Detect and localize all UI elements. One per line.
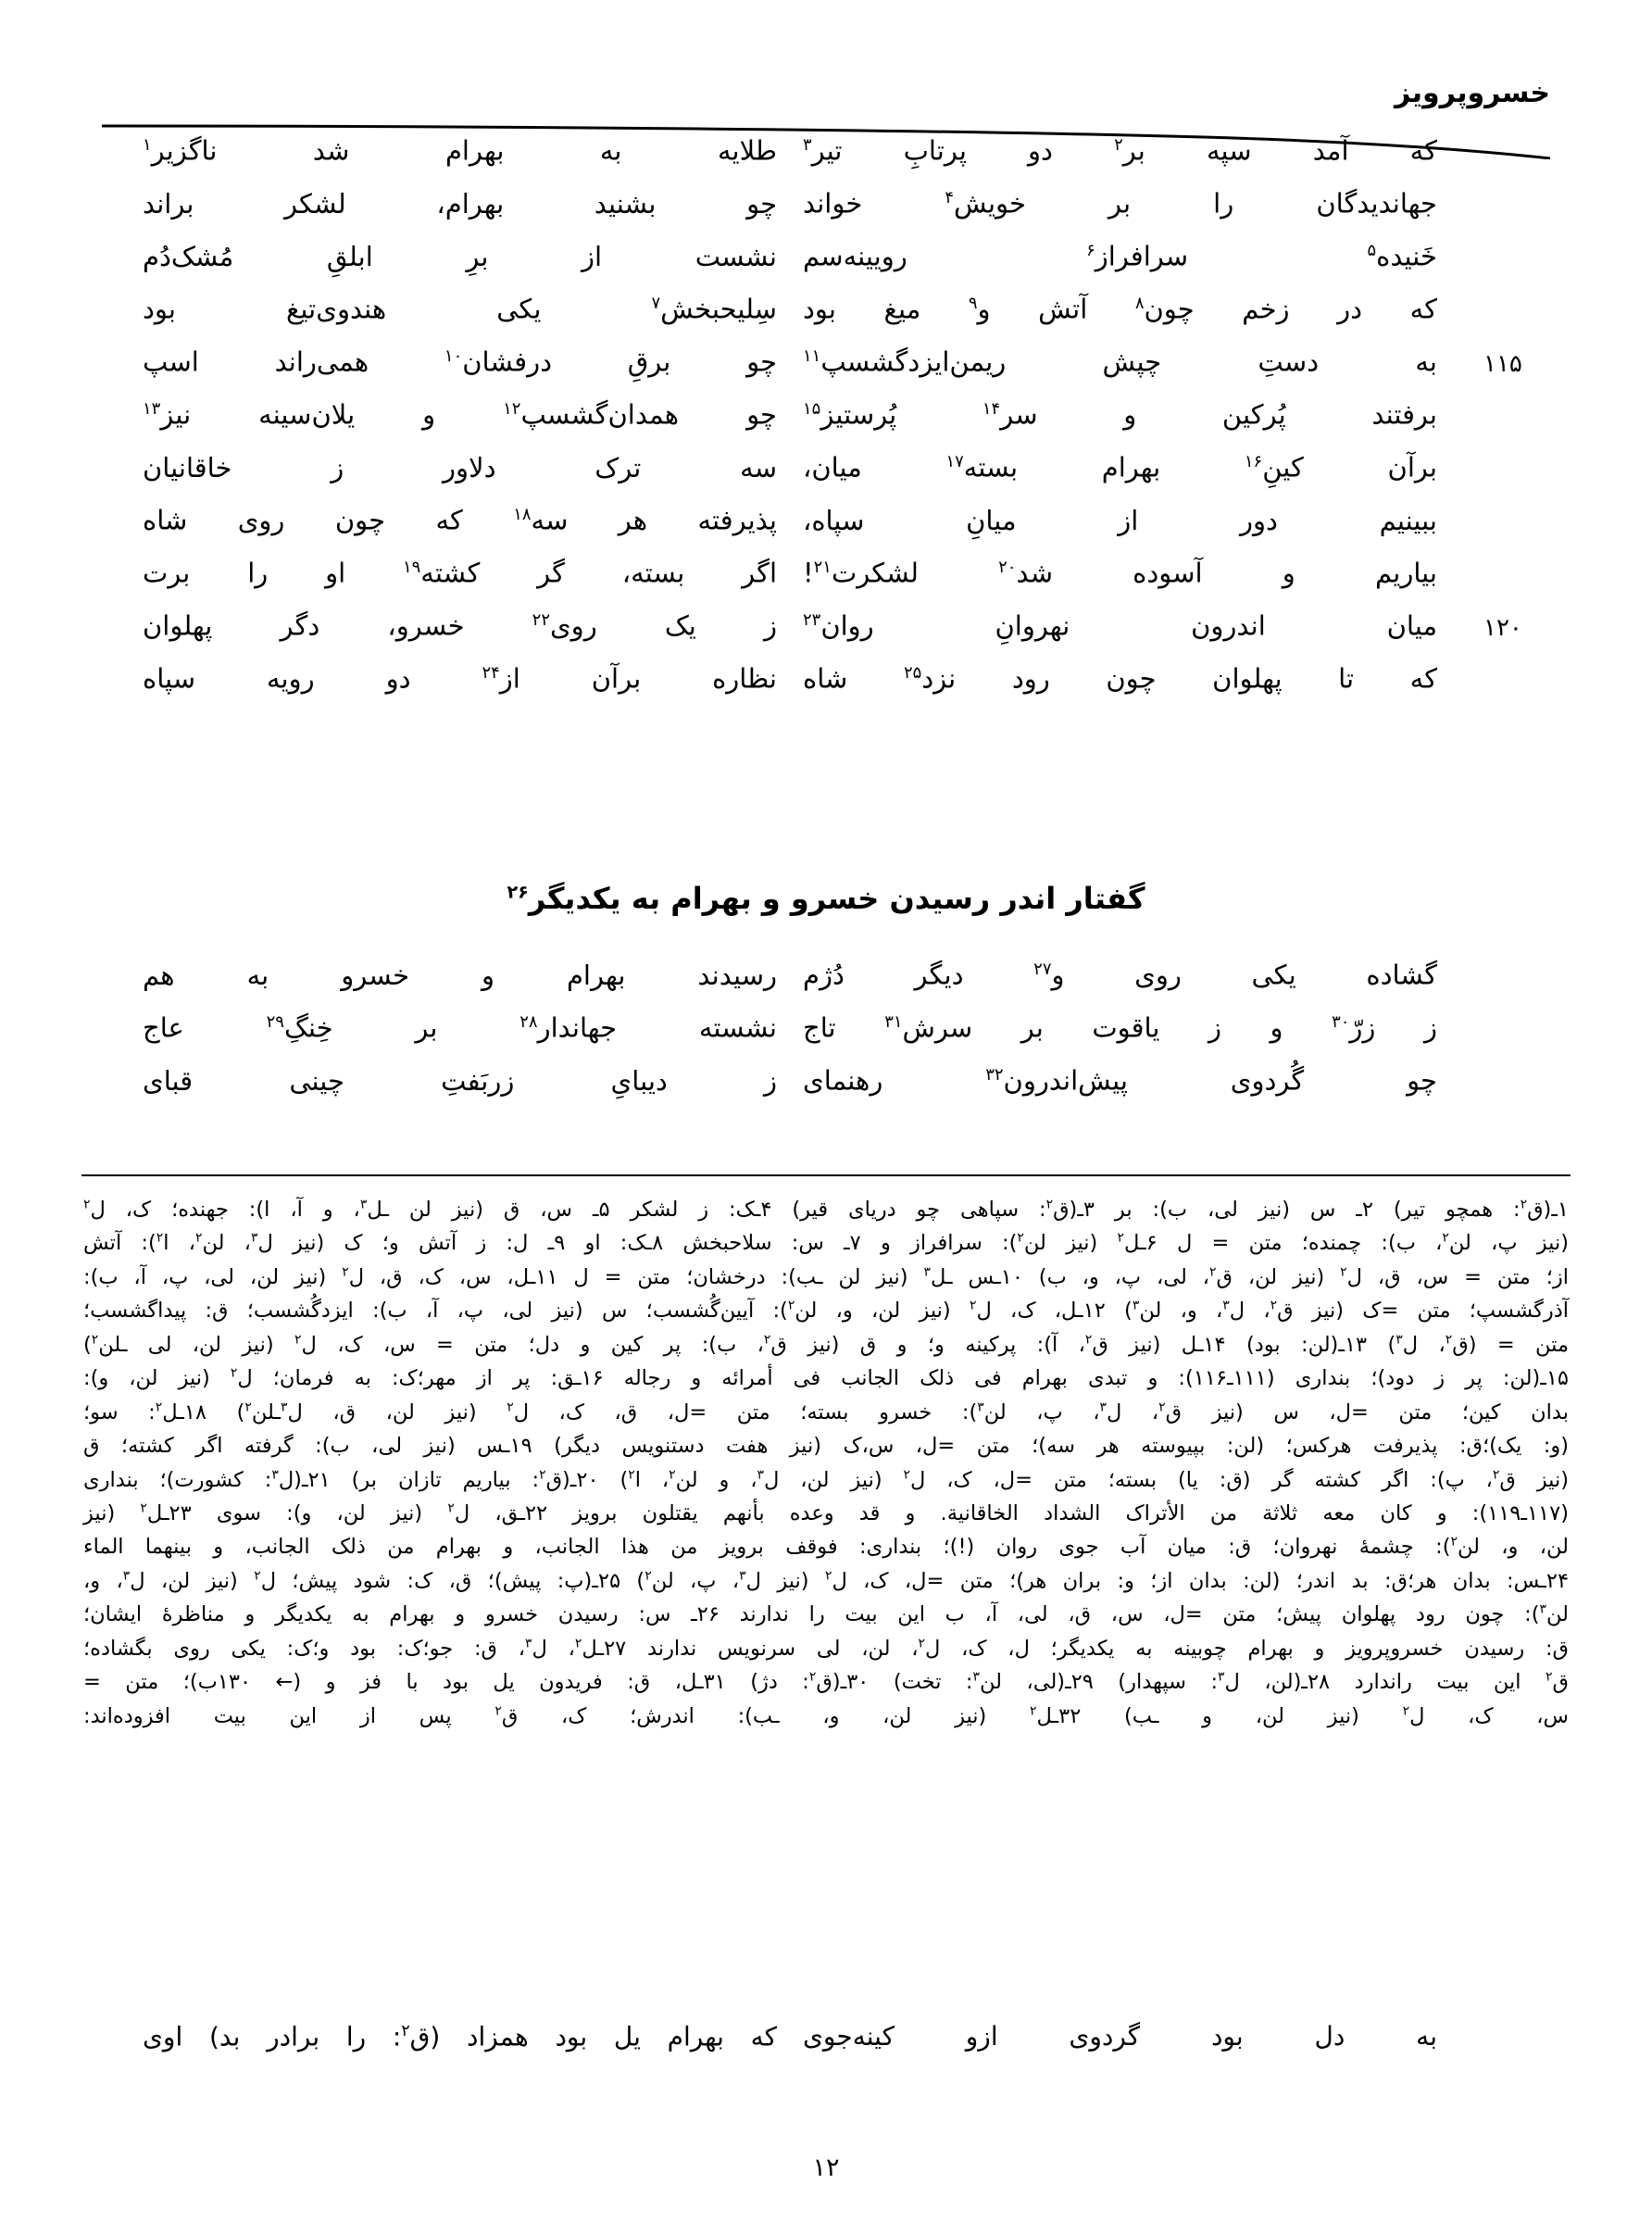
- hemistich-first: اگر بسته، گر کشته‏$^{۱۹}$ او را برت: [143, 557, 777, 589]
- verse-line: [102, 961, 1550, 1014]
- hemistich-first: نشست از برِ ابلقِ مُشک‌دُم: [143, 240, 777, 272]
- verse-line: [102, 345, 1550, 401]
- apparatus-line: متن = (ق$^۲$، ل$^۳$) ۱۳ـ(لن: بود) ۱۴ـل (نیز ق$^۲$، آ): پرکینه و؛ و ق (نیز ق$^۲$، ب): پر کین و دل؛ متن = س، ک، ل$^۲$ (نیز لن، لی ـلن$^۲$): [83, 1332, 1570, 1357]
- apparatus-line: ۱ـ(ق$^۲$: همچو تیر) ۲ـ س (نیز لی، ب): بر ۳ـ(ق$^۲$: سپاهی چو دریای قیر) ۴ـک: ز لشکر ۵ـ س، ق (نیز لن ـل$^۳$، و آ، ا): جهنده؛ ک، ل$^۲$: [83, 1197, 1569, 1222]
- apparatus-line: بدان کین؛ متن =ل، س (نیز ق$^۲$، ل$^۳$، پ، لن$^۳$): خسرو بسته؛ متن =ل، ق، ک، ل$^۲$ (نیز لن، ق، ل$^۳$ـلن$^۲$) ۱۸ـل$^۲$: سو؛: [83, 1399, 1569, 1424]
- critical-apparatus: [83, 1193, 1569, 1733]
- apparatus-line: ق$^۲$ این بیت راندارد ۲۸ـ(لن، ل$^۳$: سپهدار) ۲۹ـ(لی، لن$^۳$: تخت) ۳۰ـ(ق$^۲$: دژ) ۳۱ـل، ق: فریدون یل بود با فز و (← ۱۳۰ب)؛ متن =: [83, 1669, 1569, 1695]
- section-heading: [102, 882, 1550, 915]
- hemistich-first: ز دیبایِ زربَفتِ چینی قبای: [143, 1064, 777, 1097]
- running-head-title: خسروپرویز: [1395, 77, 1550, 109]
- verse-block-secondary: [102, 961, 1550, 1120]
- hemistich-first: سِلیحبخش‏$^۷$ یکی هندوی‌تیغ بود: [143, 293, 777, 325]
- hemistich-second: که در زخم چون‏$^۸$ آتش و‏$^۹$ میغ بود: [803, 293, 1437, 325]
- apparatus-line: لن$^۳$): چون رود پهلوان پیش؛ متن =ل، س، ق، لی، آ، ب این بیت را ندارند ۲۶ـ س: رسیدن خسرو و بهرام به یکدیگر و مناظرهٔ ایشان؛: [83, 1601, 1570, 1627]
- hemistich-second: جهاندیدگان را بر خویش‏$^۴$ خواند: [803, 187, 1437, 220]
- hemistich-first: چو برقِ درفشان‏$^{۱۰}$ همی‌راند اسپ: [143, 345, 777, 378]
- hemistich-second: ز زرّ‏$^{۳۰}$ و ز یاقوت بر سرش‏$^{۳۱}$ تاج: [803, 1011, 1437, 1044]
- hemistich-second: میان اندرون نهروانِ روان‏$^{۲۳}$: [803, 609, 1437, 642]
- hemistich-first: پذیرفته هر سه‏$^{۱۸}$ که چون روی شاه: [143, 504, 778, 536]
- verse-line: [102, 451, 1550, 507]
- verse-block-primary: [102, 134, 1550, 718]
- apparatus-line: ق: رسیدن خسروپرویز و بهرام چوبینه به یکدیگر؛ ل، ک، ل$^۲$، لن، لی سرنویس ندارند ۲۷ـل$^۲$، ل$^۳$، ق: جو؛ک: بود و؛ک: یکی روی بگشاده؛: [83, 1636, 1569, 1661]
- hemistich-first: که بهرام یل بود همزاد (ق$^۲$: را برادر بد) اوی: [143, 2021, 777, 2052]
- hemistich-second: گشاده یکی روی و‏$^{۲۷}$ دیگر دُژم: [803, 959, 1438, 991]
- verse-line: [102, 609, 1550, 665]
- verse-number: ۱۲۰: [1483, 613, 1522, 642]
- folio-number: ۱۲: [812, 2153, 840, 2182]
- apparatus-line: لن، و، لن$^۲$): چشمهٔ نهروان؛ ق: میان آب جوی روان (!)؛ بنداری: فوقف برویز من هذا الجانب، و بهرام من ذلک الجانب، و بینهما الماء: [83, 1534, 1569, 1560]
- hemistich-second: برفتند پُرکین و سر‏$^{۱۴}$ پُرستیز‏$^{۱۵}$: [803, 398, 1438, 431]
- hemistich-second: چو گُردوی پیش‌اندرون‏$^{۳۲}$ رهنمای: [803, 1064, 1437, 1097]
- apparatus-line: (نیز پ، لن$^۲$، ب): چمنده؛ متن = ل ۶ـل$^۲$ (نیز لن$^۲$): سرافراز و ۷ـ س: سلاحبخش ۸ـک: او ۹ـ ل: ز آتش و؛ ک (نیز ل$^۳$، لن$^۲$، ا$^۲$): آتش: [83, 1230, 1569, 1256]
- hemistich-second: به دستِ چپش ریمن‌ایزدگشسپ‏$^{۱۱}$: [803, 345, 1437, 378]
- verse-line: [102, 2021, 1550, 2074]
- hemistich-second: خَنیده‏$^۵$ سرافراز‏$^۶$ رویینه‌سم: [803, 240, 1437, 272]
- hemistich-first: طلایه به بهرام شد ناگزیر‏$^۱$: [143, 134, 777, 167]
- verse-number: ۱۱۵: [1483, 349, 1522, 378]
- hemistich-first: سه ترک دلاور ز خاقانیان: [143, 451, 777, 483]
- hemistich-first: نظاره برآن از‏$^{۲۴}$ دو رویه سپاه: [143, 662, 778, 695]
- apparatus-divider: [81, 1174, 1571, 1176]
- added-verse-block: [102, 2021, 1550, 2074]
- hemistich-second: برآن کینِ‏$^{۱۶}$ بهرام بسته‏$^{۱۷}$ میان،: [803, 451, 1437, 483]
- verse-line: [102, 559, 1550, 612]
- verse-line: [102, 398, 1550, 454]
- apparatus-line: (و: یک)؛ق: پذیرفت هرکس؛ (لن: بپیوسته هر سه)؛ متن =ل، س،ک (نیز هفت دستنویس دیگر) ۱۹ـس (نیز لی، ب): گرفته اگر کشته؛ ق: [83, 1434, 1569, 1459]
- apparatus-line: س، ک، ل$^۲$ (نیز لن، و ـب) ۳۲ـل$^۲$ (نیز لن، و، ـب): اندرش؛ ک، ق$^۲$ پس از این بیت افزوده‌اند:: [83, 1703, 1569, 1728]
- apparatus-line: آذرگشسپ؛ متن =ک (نیز ق$^۲$، ل$^۳$، و، لن$^۳$) ۱۲ـل، ک، ل$^۲$ (نیز لن، و، لن$^۲$): آیین‌گُشسب؛ س (نیز لی، پ، آ، ب): ایزدگُشسب؛ ق: پیداگشسب؛: [83, 1298, 1570, 1324]
- verse-line: [102, 504, 1550, 559]
- apparatus-line: ۱۵ـ(لن: پر ز دود)؛ بنداری (۱۱۱ـ۱۱۶): و تبدی بهرام فی ذلک الجانب فی أمرائه و رجاله ۱۶ـق: پر از مهر؛ک: به فرمان؛ ل$^۲$ (نیز لن، و):: [83, 1365, 1570, 1391]
- apparatus-line: (۱۱۷ـ۱۱۹): و کان معه ثلاثة من الأتراک الشداد الخاقانیة. و قد وعده بأنهم یقتلون برویز ۲۲ـق، ل$^۲$ (نیز لن، و): سوی ۲۳ـل$^۲$ (نیز: [83, 1500, 1569, 1525]
- hemistich-first: رسیدند بهرام و خسرو به هم: [143, 959, 777, 991]
- hemistich-first: نشسته جهاندار‏$^{۲۸}$ بر خِنگِ‏$^{۲۹}$ عاج: [143, 1011, 777, 1044]
- verse-line: [102, 295, 1550, 348]
- hemistich-second: بیاریم و آسوده شد‏$^{۲۰}$ لشکرت‏$^{۲۱}$!: [803, 557, 1437, 589]
- section-heading-text: گفتار اندر رسیدن خسرو و بهرام به یکدیگر$^{۲۶}$: [507, 880, 1145, 916]
- verse-line: [102, 662, 1550, 718]
- hemistich-first: چو همدان‌گشسپ‏$^{۱۲}$ و یلان‌سینه نیز‏$^{۱۳}$: [143, 398, 777, 431]
- verse-line: [102, 134, 1550, 190]
- apparatus-line: ۲۴ـس: بدان هر؛ق: بد اندر؛ (لن: بدان از؛ و: بران هر)؛ متن =ل، ک، ل$^۲$ (نیز ل$^۳$، پ، لن$^۲$) ۲۵ـ(پ: پیش)؛ ق، ک: شود پیش؛ ل$^۲$ (نیز لن، ل$^۳$، و،: [83, 1568, 1570, 1593]
- hemistich-first: چو بشنید بهرام، لشکر براند: [143, 187, 777, 220]
- verse-line: [102, 1064, 1550, 1120]
- hemistich-second: به دل بود گردوی ازو کینه‌جوی: [803, 2021, 1437, 2052]
- hemistich-second: که آمد سپه بر‏$^۲$ دو پرتابِ تیر‏$^۳$: [803, 134, 1437, 167]
- verse-line: [102, 240, 1550, 295]
- hemistich-second: که تا پهلوان چون رود نزد‏$^{۲۵}$ شاه: [803, 662, 1438, 695]
- verse-line: [102, 1011, 1550, 1067]
- apparatus-line: از؛ متن = س، ق، ل$^۲$ (نیز لن، ق$^۲$، لی، پ، و، ب) ۱۰ـس ـل$^۳$ (نیز لن ـب): درخشان؛ متن = ل ۱۱ـل، س، ک، ق، ل$^۲$ (نیز لن، لی، پ، آ، ب):: [83, 1264, 1569, 1289]
- apparatus-line: (نیز ق$^۲$، پ): اگر کشته گر (ق: یا) بسته؛ متن =ل، ک، ل$^۲$ (نیز لن، ل$^۳$، و لن$^۲$، ا$^۲$) ۲۰ـ(ق$^۲$: بیاریم تازان بر) ۲۱ـ(ل$^۳$: کشورت)؛ بنداری: [83, 1467, 1570, 1492]
- hemistich-second: ببینیم دور از میانِ سپاه،: [803, 504, 1437, 536]
- verse-line: [102, 187, 1550, 243]
- hemistich-first: ز یک روی‏$^{۲۲}$ خسرو، دگر پهلوان: [143, 609, 777, 642]
